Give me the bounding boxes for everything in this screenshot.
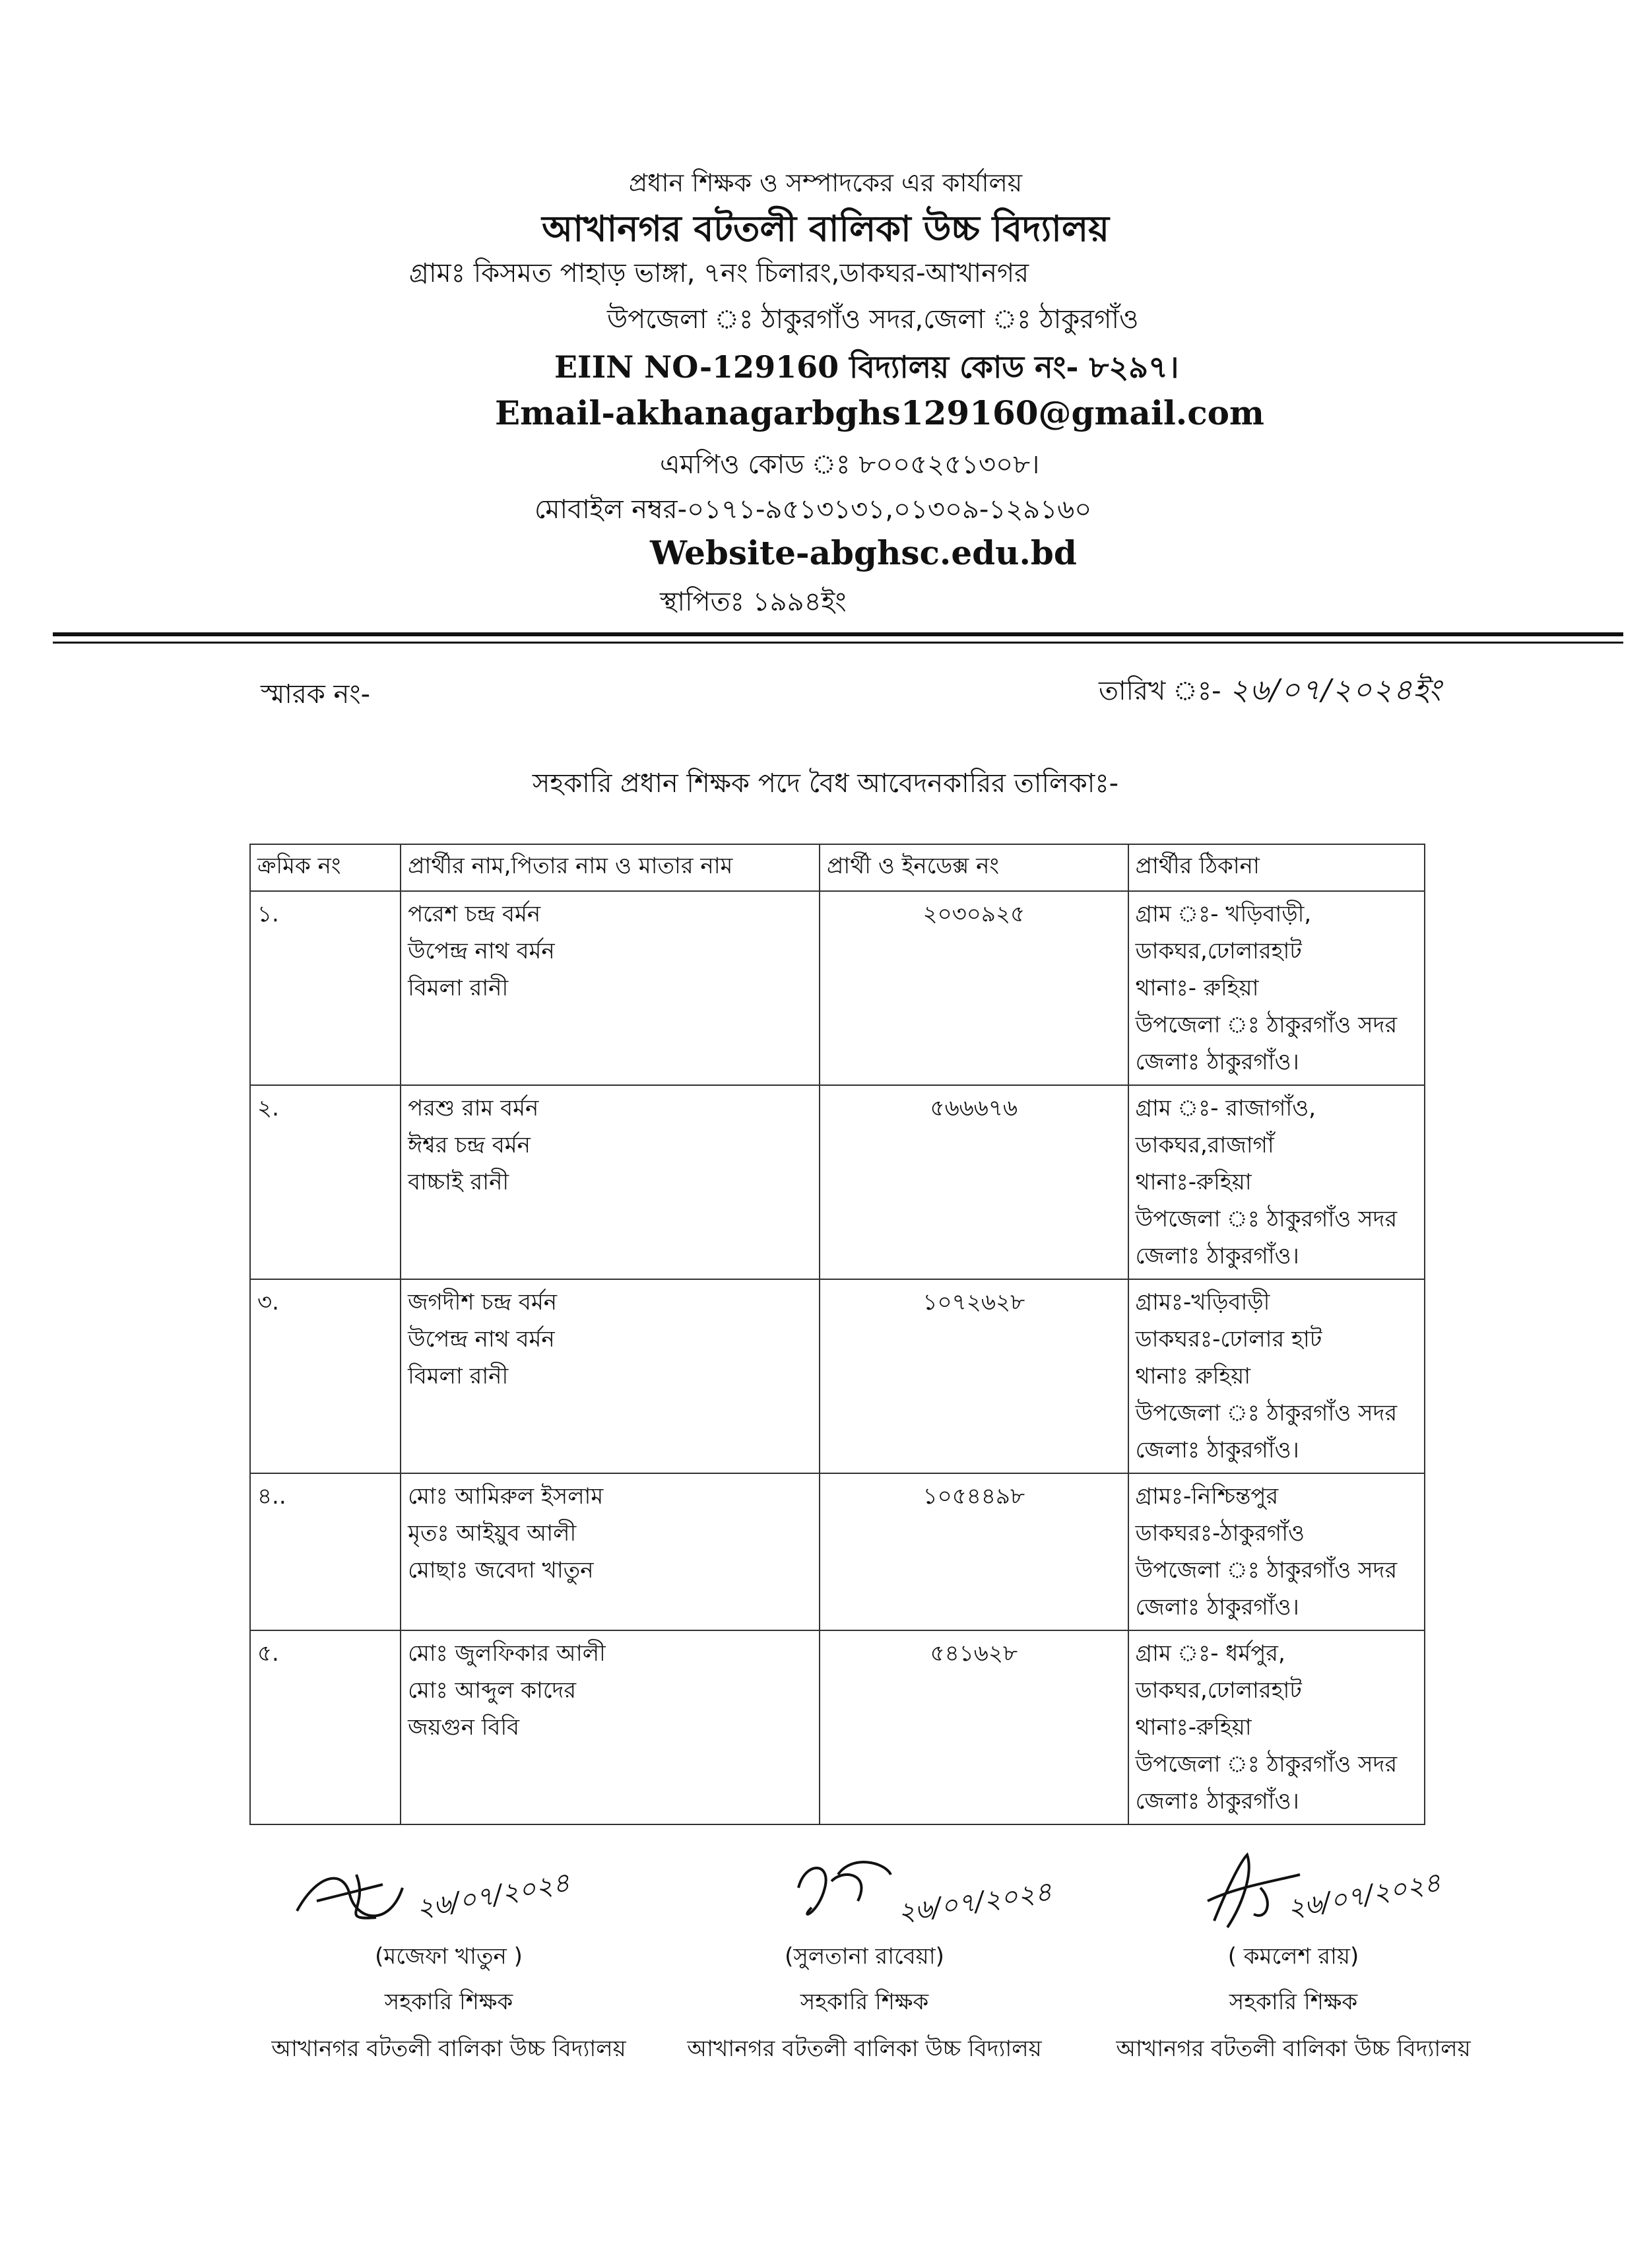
table-row <box>250 891 1425 1085</box>
address-cell <box>1128 1473 1425 1630</box>
mpo-code: এমপিও কোড ঃ ৮০০৫২৫১৩০৮। <box>660 450 1040 480</box>
names-cell <box>401 1630 820 1824</box>
mobile-numbers: মোবাইল নম্বর-০১৭১-৯৫১৩১৩১,০১৩০৯-১২৯১৬০ <box>534 494 1092 525</box>
index-cell: ৫৪১৬২৮ <box>820 1630 1128 1824</box>
office-title: প্রধান শিক্ষক ও সম্পাদকের এর কার্যালয় <box>628 168 1023 197</box>
serial-cell: ১. <box>250 891 401 1085</box>
signatory-school: আখানগর বটতলী বালিকা উচ্চ বিদ্যালয় <box>1116 2036 1471 2062</box>
address-line: গ্রামঃ-খড়িবাড়ী <box>1135 1289 1270 1316</box>
signatory-role: সহকারি শিক্ষক <box>800 1989 929 2015</box>
applicants-table <box>249 844 1425 1825</box>
signature-mark <box>1062 1848 1524 1927</box>
address-cell <box>1128 1630 1425 1824</box>
address-line: থানাঃ রুহিয়া <box>1135 1363 1251 1389</box>
signatory-role: সহকারি শিক্ষক <box>384 1989 513 2015</box>
signatory-name: (সুলতানা রাবেয়া) <box>785 1943 944 1970</box>
address-line: ডাকঘর,ঢোলারহাট <box>1135 938 1302 964</box>
signatory-1 <box>218 1848 680 2069</box>
table-body <box>250 891 1425 1824</box>
upazila-address: উপজেলা ঃ ঠাকুরগাঁও সদর,জেলা ঃ ঠাকুরগাঁও <box>607 304 1139 335</box>
signature-date: ২৬/০৭/২০২৪ <box>1285 1867 1443 1925</box>
index-cell: ১০৫৪৪৯৮ <box>820 1473 1128 1630</box>
header-names: প্রার্থীর নাম,পিতার নাম ও মাতার নাম <box>401 844 820 891</box>
address-line: জেলাঃ ঠাকুরগাঁও। <box>1135 1437 1299 1463</box>
name-line: মোঃ আব্দুল কাদের <box>408 1677 577 1704</box>
address-line: ডাকঘরঃ-ঢোলার হাট <box>1135 1326 1322 1352</box>
address-line: উপজেলা ঃ ঠাকুরগাঁও সদর <box>1135 1400 1398 1426</box>
address-line: থানাঃ-রুহিয়া <box>1135 1169 1252 1195</box>
date-label: তারিখ ঃ- <box>1099 676 1221 706</box>
signature-mark <box>633 1848 1095 1927</box>
date-line <box>1099 668 1442 716</box>
name-line: পরশু রাম বর্মন <box>408 1095 539 1121</box>
name-line: জগদীশ চন্দ্র বর্মন <box>408 1289 558 1316</box>
name-line: মোঃ আমিরুল ইসলাম <box>408 1483 604 1510</box>
signatory-school: আখানগর বটতলী বালিকা উচ্চ বিদ্যালয় <box>687 2036 1042 2062</box>
address-line: গ্রাম ঃ- খড়িবাড়ী, <box>1135 901 1312 927</box>
date-value: ২৬/০৭/২০২৪ইং <box>1229 673 1442 707</box>
table-row <box>250 1085 1425 1279</box>
address-line: ডাকঘর,রাজাগাঁ <box>1135 1132 1274 1158</box>
name-line: পরেশ চন্দ্র বর্মন <box>408 901 541 927</box>
serial-cell: ৩. <box>250 1279 401 1473</box>
signature-date: ২৬/০৭/২০২৪ <box>895 1876 1054 1929</box>
eiin-number: EIIN NO-129160 বিদ্যালয় কোড নং- ৮২৯৭। <box>554 349 1179 385</box>
address-line: গ্রাম ঃ- রাজাগাঁও, <box>1135 1095 1316 1121</box>
header-index: প্রার্থী ও ইনডেক্স নং <box>820 844 1128 891</box>
index-cell: ৫৬৬৬৭৬ <box>820 1085 1128 1279</box>
names-cell <box>401 1085 820 1279</box>
address-line: উপজেলা ঃ ঠাকুরগাঁও সদর <box>1135 1012 1398 1038</box>
signatory-2 <box>633 1848 1095 2069</box>
address-line: ডাকঘরঃ-ঠাকুরগাঁও <box>1135 1520 1305 1547</box>
address-line: থানাঃ- রুহিয়া <box>1135 975 1259 1001</box>
address-line: ডাকঘর,ঢোলারহাট <box>1135 1677 1302 1704</box>
index-cell: ২০৩০৯২৫ <box>820 891 1128 1085</box>
signatory-3 <box>1062 1848 1524 2069</box>
address-line: গ্রাম ঃ- ধর্মপুর, <box>1135 1640 1285 1667</box>
address-line: উপজেলা ঃ ঠাকুরগাঁও সদর <box>1135 1206 1398 1232</box>
name-line: বিমলা রানী <box>408 1363 509 1389</box>
name-line: মোঃ জুলফিকার আলী <box>408 1640 606 1667</box>
address-line: জেলাঃ ঠাকুরগাঁও। <box>1135 1243 1299 1269</box>
header-divider-thick <box>53 632 1623 636</box>
list-title: সহকারি প্রধান শিক্ষক পদে বৈধ আবেদনকারির তালিকাঃ- <box>532 768 1119 799</box>
address-line: থানাঃ-রুহিয়া <box>1135 1714 1252 1741</box>
signatory-role: সহকারি শিক্ষক <box>1229 1989 1358 2015</box>
established-year: স্থাপিতঃ ১৯৯৪ইং <box>660 587 847 617</box>
serial-cell: ২. <box>250 1085 401 1279</box>
website: Website-abghsc.edu.bd <box>650 533 1077 572</box>
header-address: প্রার্থীর ঠিকানা <box>1128 844 1425 891</box>
header-serial: ক্রমিক নং <box>250 844 401 891</box>
names-cell <box>401 891 820 1085</box>
name-line: মোছাঃ জবেদা খাতুন <box>408 1557 594 1584</box>
header-divider-thin <box>53 642 1623 644</box>
name-line: উপেন্দ্র নাথ বর্মন <box>408 1326 555 1352</box>
address-cell <box>1128 891 1425 1085</box>
name-line: জয়গুন বিবি <box>408 1714 520 1741</box>
serial-cell: ৫. <box>250 1630 401 1824</box>
name-line: বাচ্চাই রানী <box>408 1169 509 1195</box>
signatory-school: আখানগর বটতলী বালিকা উচ্চ বিদ্যালয় <box>271 2036 626 2062</box>
name-line: বিমলা রানী <box>408 975 509 1001</box>
serial-cell: ৪.. <box>250 1473 401 1630</box>
signature-mark <box>218 1848 680 1927</box>
address-line: জেলাঃ ঠাকুরগাঁও। <box>1135 1049 1299 1075</box>
table-header-row <box>250 844 1425 891</box>
name-line: ঈশ্বর চন্দ্র বর্মন <box>408 1132 531 1158</box>
table-row <box>250 1630 1425 1824</box>
address-line: জেলাঃ ঠাকুরগাঁও। <box>1135 1594 1299 1620</box>
memo-number-label: স্মারক নং- <box>261 679 371 710</box>
table-row <box>250 1279 1425 1473</box>
name-line: মৃতঃ আইয়ুব আলী <box>408 1520 577 1547</box>
address-line: উপজেলা ঃ ঠাকুরগাঁও সদর <box>1135 1557 1398 1584</box>
address-line: জেলাঃ ঠাকুরগাঁও। <box>1135 1788 1299 1815</box>
signatory-name: (মজেফা খাতুন ) <box>375 1943 523 1970</box>
index-cell: ১০৭২৬২৮ <box>820 1279 1128 1473</box>
address-line: উপজেলা ঃ ঠাকুরগাঁও সদর <box>1135 1751 1398 1778</box>
address-line: গ্রামঃ-নিশ্চিন্তপুর <box>1135 1483 1279 1510</box>
signatory-name: ( কমলেশ রায়) <box>1227 1943 1359 1970</box>
names-cell <box>401 1473 820 1630</box>
village-address: গ্রামঃ কিসমত পাহাড় ভাঙ্গা, ৭নং চিলারং,ডাকঘর-আখানগর <box>409 258 1029 288</box>
signature-date: ২৬/০৭/২০২৪ <box>414 1867 572 1925</box>
school-name: আখানগর বটতলী বালিকা উচ্চ বিদ্যালয় <box>542 208 1109 250</box>
name-line: উপেন্দ্র নাথ বর্মন <box>408 938 555 964</box>
address-cell <box>1128 1279 1425 1473</box>
address-cell <box>1128 1085 1425 1279</box>
table-row <box>250 1473 1425 1630</box>
email-address: Email-akhanagarbghs129160@gmail.com <box>495 393 1264 432</box>
names-cell <box>401 1279 820 1473</box>
